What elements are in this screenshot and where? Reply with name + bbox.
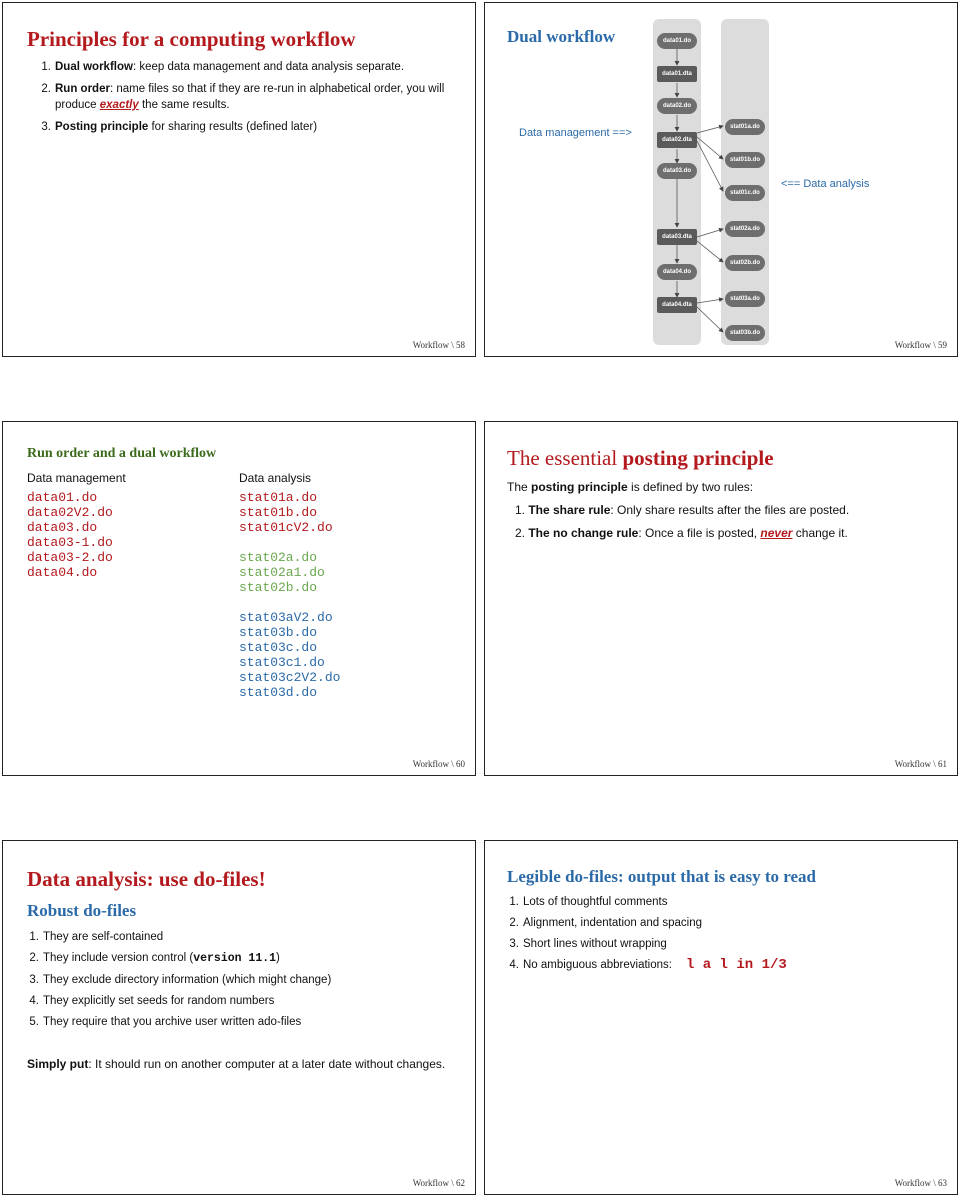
- no-change-rule: 2. The no change rule: Once a file is posted, never change it.: [515, 526, 848, 540]
- simply-put: Simply put: It should run on another computer at a later date without changes.: [27, 1057, 446, 1071]
- dm-file-list: [27, 490, 113, 580]
- data-management-header: Data management: [27, 471, 126, 485]
- slide-title: Dual workflow: [507, 27, 616, 46]
- list-item: 5. They require that you archive user written ado-files: [29, 1016, 302, 1028]
- da-file: stat02a1.do: [239, 565, 325, 580]
- list-item: 3. They exclude directory information (which might change): [29, 974, 332, 986]
- slide-footer: Workflow \ 60: [412, 759, 465, 769]
- node-data01-dta: data01.dta: [657, 66, 697, 82]
- list-item: 2. Alignment, indentation and spacing: [509, 917, 703, 929]
- data-analysis-header: Data analysis: [239, 471, 312, 485]
- principles-list: [27, 59, 467, 141]
- slide-58: [2, 2, 476, 357]
- slide-title: Legible do-files: output that is easy to read: [507, 867, 816, 886]
- da-file: stat03aV2.do: [239, 610, 333, 625]
- da-file: stat03c2V2.do: [239, 670, 341, 685]
- slide-footer: Workflow \ 59: [894, 340, 947, 350]
- slide-footer: Workflow \ 62: [412, 1178, 465, 1188]
- list-item: 2. They include version control (version 11.1): [29, 952, 280, 965]
- node-data02-dta: data02.dta: [657, 132, 697, 148]
- slide-63: [484, 840, 958, 1195]
- da-file: stat03d.do: [239, 685, 318, 700]
- workflow-diagram: [649, 19, 773, 349]
- share-rule: 1. The share rule: Only share results after the files are posted.: [515, 503, 850, 517]
- node-data02-do: data02.do: [657, 98, 697, 114]
- da-file: stat01a.do: [239, 490, 318, 505]
- robust-do-files-list: [15, 929, 465, 1035]
- da-file: stat01cV2.do: [239, 520, 333, 535]
- ambiguous-code: l a l in 1/3: [685, 957, 787, 973]
- node-data01-do: data01.do: [657, 33, 697, 49]
- da-file: stat02a.do: [239, 550, 318, 565]
- list-item: 1. They are self-contained: [29, 931, 164, 943]
- node-data04-do: data04.do: [657, 264, 697, 280]
- da-file: stat03c1.do: [239, 655, 325, 670]
- da-file: stat03c.do: [239, 640, 318, 655]
- node-stat02b-do: stat02b.do: [725, 255, 765, 271]
- data-analysis-label: <== Data analysis: [781, 178, 870, 190]
- node-data03-dta: data03.dta: [657, 229, 697, 245]
- node-data04-dta: data04.dta: [657, 297, 697, 313]
- list-item: 4. No ambiguous abbreviations: l a l in 1/3: [509, 957, 787, 973]
- slide-60: [2, 421, 476, 776]
- node-stat03b-do: stat03b.do: [725, 325, 765, 341]
- dm-file: data01.do: [27, 490, 98, 505]
- dm-file: data04.do: [27, 565, 98, 580]
- list-item: 1. Dual workflow: keep data management and data analysis separate.: [41, 61, 405, 73]
- slide-title: The essential posting principle: [507, 446, 774, 470]
- node-stat01c-do: stat01c.do: [725, 185, 765, 201]
- node-stat02a-do: stat02a.do: [725, 221, 765, 237]
- dm-file: data02V2.do: [27, 505, 113, 520]
- list-item: 2. Run order: name files so that if they are re-run in alphabetical order, you will produce exactly the same results.: [41, 83, 445, 111]
- dm-file: data03.do: [27, 520, 98, 535]
- slide-subtitle: Robust do-files: [27, 901, 137, 920]
- slide-title: Data analysis: use do-files!: [27, 867, 266, 891]
- list-item: 3. Short lines without wrapping: [509, 938, 667, 950]
- da-file: stat03b.do: [239, 625, 318, 640]
- list-item: 3. Posting principle for sharing results (defined later): [41, 121, 318, 133]
- slide-footer: Workflow \ 58: [412, 340, 465, 350]
- slide-footer: Workflow \ 63: [894, 1178, 947, 1188]
- node-stat03a-do: stat03a.do: [725, 291, 765, 307]
- data-management-label: Data management ==>: [519, 127, 632, 139]
- slide-61: [484, 421, 958, 776]
- intro-text: The posting principle is defined by two rules:: [507, 480, 754, 494]
- dm-file: data03-2.do: [27, 550, 113, 565]
- slide-footer: Workflow \ 61: [894, 759, 947, 769]
- list-item: 1. Lots of thoughtful comments: [509, 896, 668, 908]
- dm-file: data03-1.do: [27, 535, 113, 550]
- node-stat01b-do: stat01b.do: [725, 152, 765, 168]
- list-item: 4. They explicitly set seeds for random numbers: [29, 995, 275, 1007]
- slide-59: [484, 2, 958, 357]
- legible-do-files-list: [495, 894, 945, 978]
- node-data03-do: data03.do: [657, 163, 697, 179]
- slide-62: [2, 840, 476, 1195]
- da-file: stat02b.do: [239, 580, 318, 595]
- slide-title: Run order and a dual workflow: [27, 446, 217, 461]
- da-file-list: [239, 490, 340, 700]
- da-file: stat01b.do: [239, 505, 318, 520]
- slide-title: Principles for a computing workflow: [27, 27, 356, 51]
- node-stat01a-do: stat01a.do: [725, 119, 765, 135]
